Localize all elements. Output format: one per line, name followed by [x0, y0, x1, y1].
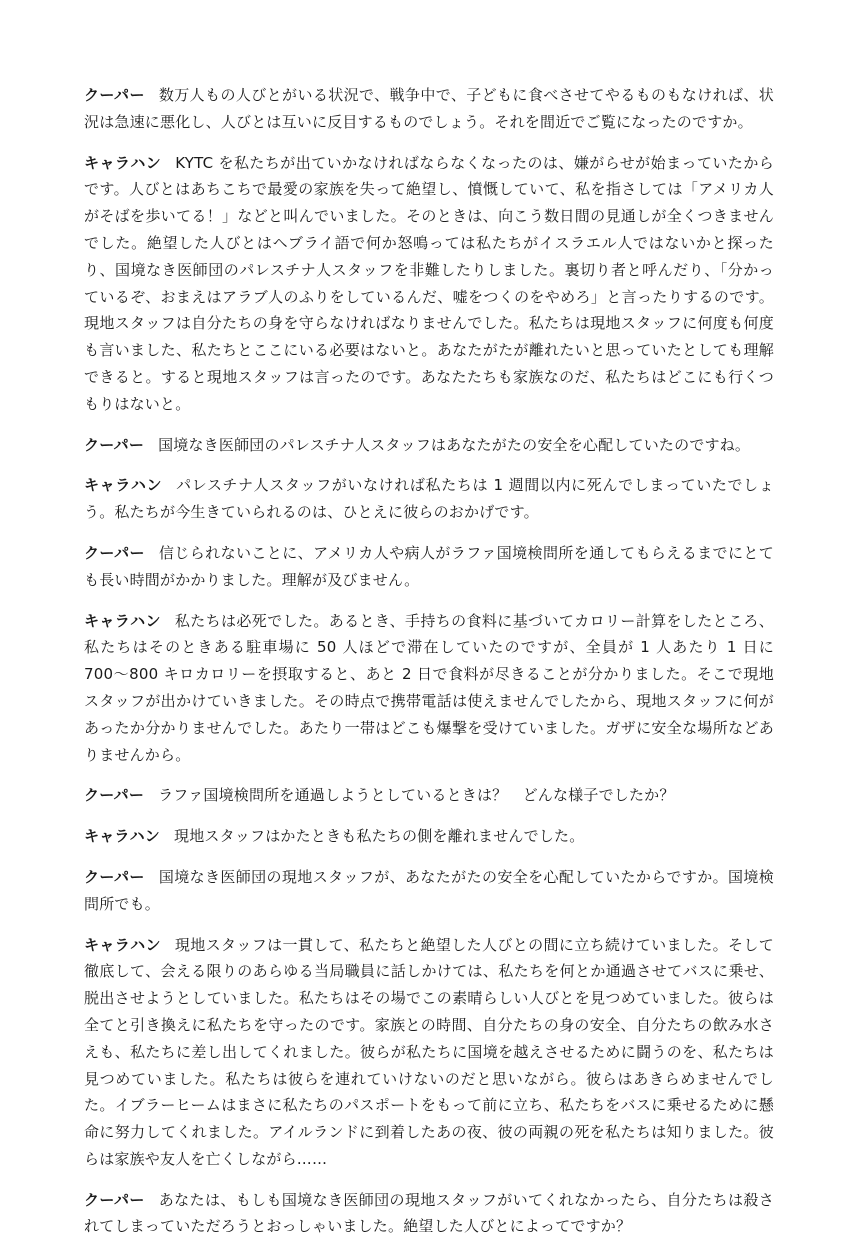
dialogue-turn: [84, 82, 774, 136]
speech-text: 現地スタッフはかたときも私たちの側を離れませんでした。: [174, 827, 585, 846]
speech-text: ラファ国境検問所を通過しようとしているときは？ どんな様子でしたか？: [158, 786, 675, 805]
dialogue-turn: [84, 823, 774, 850]
speaker-name: クーパー: [84, 867, 145, 886]
speech-text: 私たちは必死でした。あるとき、手持ちの食料に基づいてカロリー計算をしたところ、私たちはそのときある駐車場に 50 人ほどで滞在していたのですが、全員が 1 人あたり 1 日に 700〜800 キロカロリーを摂取すると、あと 2 日で食料が尽きることが分かりました。そこで現地スタッフが出かけていきました。その時点で携帯電話は使えませんでしたから、現地スタッフに何があったか分かりませんでした。あたり一帯はどこも爆撃を受けていました。ガザに安全な場所などありませんから。: [84, 611, 774, 764]
dialogue-turn: [84, 1187, 774, 1241]
speaker-name: クーパー: [84, 1190, 145, 1209]
speaker-name: キャラハン: [84, 935, 161, 954]
speaker-name: クーパー: [84, 543, 145, 562]
speech-text: 信じられないことに、アメリカ人や病人がラファ国境検問所を通してもらえるまでにとても長い時間がかかりました。理解が及びません。: [84, 543, 774, 589]
speaker-name: キャラハン: [84, 476, 163, 495]
speech-text: パレスチナ人スタッフがいなければ私たちは 1 週間以内に死んでしまっていたでしょう。私たちが今生きていられるのは、ひとえに彼らのおかげです。: [84, 476, 774, 522]
dialogue-turn: [84, 608, 774, 769]
speaker-name: クーパー: [84, 435, 145, 454]
dialogue-turn: [84, 432, 774, 459]
speaker-name: キャラハン: [84, 153, 162, 172]
dialogue-turn: [84, 782, 774, 809]
dialogue-turn: [84, 472, 774, 526]
speech-text: KYTC を私たちが出ていかなければならなくなったのは、嫌がらせが始まっていたからです。人びとはあちこちで最愛の家族を失って絶望し、憤慨していて、私を指さしては「アメリカ人がそばを歩いてる！」などと叫んでいました。そのときは、向こう数日間の見通しが全くつきませんでした。絶望した人びとはヘブライ語で何か怒鳴っては私たちがイスラエル人ではないかと探ったり、国境なき医師団のパレスチナ人スタッフを非難したりしました。裏切り者と呼んだり、「分かっているぞ、おまえはアラブ人のふりをしているんだ、嘘をつくのをやめろ」と言ったりするのです。現地スタッフは自分たちの身を守らなければなりませんでした。私たちは現地スタッフに何度も何度も言いました、私たちとここにいる必要はないと。あなたがたが離れたいと思っていたとしても理解できると。すると現地スタッフは言ったのです。あなたたちも家族なのだ、私たちはどこにも行くつもりはないと。: [84, 153, 774, 413]
dialogue-turn: [84, 932, 774, 1173]
dialogue-turn: [84, 150, 774, 418]
speech-text: 数万人もの人びとがいる状況で、戦争中で、子どもに食べさせてやるものもなければ、状況は急速に悪化し、人びとは互いに反目するものでしょう。それを間近でご覧になったのですか。: [84, 86, 775, 131]
speaker-name: キャラハン: [84, 827, 161, 846]
speech-text: あなたは、もしも国境なき医師団の現地スタッフがいてくれなかったら、自分たちは殺されてしまっていただろうとおっしゃいました。絶望した人びとによってですか？: [84, 1190, 774, 1236]
dialogue-turn: [84, 540, 774, 594]
dialogue-turn: [84, 864, 774, 918]
speech-text: 現地スタッフは一貫して、私たちと絶望した人びとの間に立ち続けていました。そして徹底して、会える限りのあらゆる当局職員に話しかけては、私たちを何とか通過させてバスに乗せ、脱出させようとしていました。私たちはその場でこの素晴らしい人びとを見つめていました。彼らは全てと引き換えに私たちを守ったのです。家族との時間、自分たちの身の安全、自分たちの飲み水さえも、私たちに差し出してくれました。彼らが私たちに国境を越えさせるために闘うのを、私たちは見つめていました。私たちは彼らを連れていけないのだと思いながら。彼らはあきらめませんでした。イブラーヒームはまさに私たちのパスポートをもって前に立ち、私たちをバスに乗せるために懸命に努力してくれました。アイルランドに到着したあの夜、彼の両親の死を私たちは知りました。彼らは家族や友人を亡くしながら……: [84, 935, 774, 1168]
speech-text: 国境なき医師団の現地スタッフが、あなたがたの安全を心配していたからですか。国境検問所でも。: [84, 867, 774, 913]
interview-transcript: [84, 82, 774, 1254]
speaker-name: キャラハン: [84, 611, 161, 630]
speech-text: 国境なき医師団のパレスチナ人スタッフはあなたがたの安全を心配していたのですね。: [158, 435, 751, 454]
speaker-name: クーパー: [84, 86, 145, 104]
speaker-name: クーパー: [84, 786, 145, 805]
